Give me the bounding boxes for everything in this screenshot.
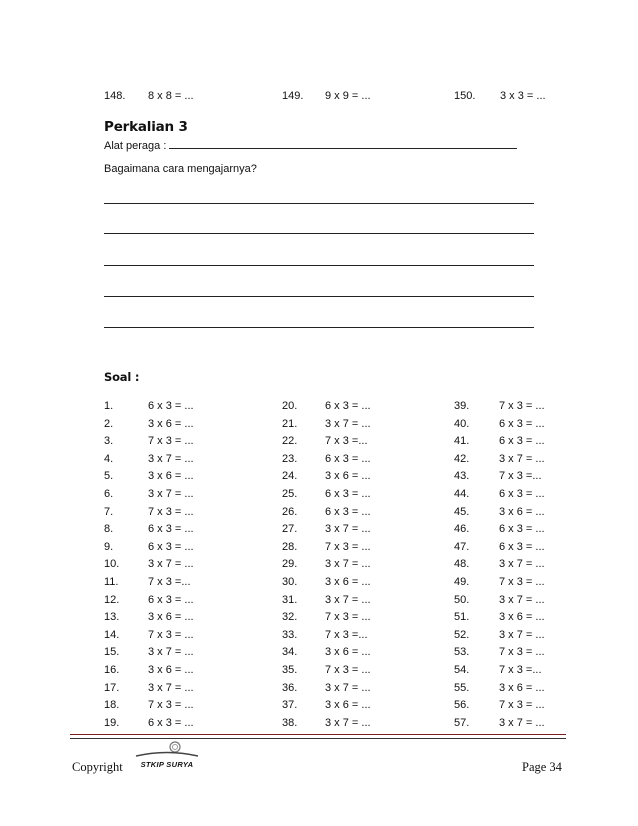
problem-expression: 6 x 3 = ...	[325, 505, 371, 518]
footer-rule	[70, 738, 566, 739]
problem-number: 13.	[104, 611, 120, 624]
answer-line	[104, 296, 534, 297]
problem-expression: 7 x 3 = ...	[499, 400, 545, 412]
problem-expression: 6 x 3 = ...	[499, 488, 545, 500]
problem-number: 18.	[104, 699, 120, 712]
problem-number: 10.	[104, 558, 120, 571]
problem-expression: 6 x 3 = ...	[148, 593, 194, 606]
problem-number: 31.	[282, 593, 298, 606]
problem-expression: 3 x 7 = ...	[325, 716, 371, 729]
problem-number: 55.	[454, 681, 470, 694]
problem-expression: 6 x 3 = ...	[148, 540, 194, 553]
problem-number: 22.	[282, 435, 298, 448]
problem-number: 52.	[454, 628, 470, 641]
problem-expression: 3 x 7 = ...	[148, 558, 194, 571]
problem-expression: 7 x 3 = ...	[325, 611, 371, 624]
problem-expression: 6 x 3 = ...	[499, 435, 545, 448]
problem-expression: 7 x 3 = ...	[148, 505, 194, 518]
problem-expression: 7 x 3 = ...	[325, 540, 371, 553]
problem-number: 29.	[282, 558, 298, 571]
problem-number: 9.	[104, 540, 114, 553]
problem-number: 39.	[454, 400, 470, 412]
problem-expression: 3 x 7 = ...	[148, 646, 194, 659]
problem-number: 16.	[104, 664, 120, 676]
problem-number: 2.	[104, 417, 114, 430]
problem-expression: 3 x 6 = ...	[499, 611, 545, 624]
problem-number: 148.	[104, 90, 126, 102]
problem-expression: 3 x 6 = ...	[148, 611, 194, 624]
problem-expression: 3 x 6 = ...	[499, 505, 545, 518]
problem-number: 41.	[454, 435, 470, 448]
problem-expression: 3 x 6 = ...	[325, 576, 371, 588]
problem-number: 36.	[282, 681, 298, 694]
problem-number: 33.	[282, 628, 298, 641]
answer-line	[104, 203, 534, 204]
problem-expression: 3 x 7 = ...	[325, 417, 371, 430]
problem-expression: 3 x 6 = ...	[499, 681, 545, 694]
problem-number: 1.	[104, 400, 114, 412]
problem-expression: 7 x 3 =...	[325, 628, 368, 641]
problem-expression: 6 x 3 = ...	[325, 400, 371, 412]
problem-expression: 3 x 7 = ...	[148, 488, 194, 500]
problem-number: 4.	[104, 452, 114, 465]
stkip-surya-logo	[132, 740, 202, 770]
problem-number: 150.	[454, 90, 476, 102]
alat-peraga-blank	[169, 138, 517, 149]
problem-number: 32.	[282, 611, 298, 624]
problem-number: 57.	[454, 716, 470, 729]
problem-number: 56.	[454, 699, 470, 712]
problem-number: 7.	[104, 505, 114, 518]
problem-expression: 3 x 6 = ...	[325, 699, 371, 712]
problem-number: 3.	[104, 435, 114, 448]
problem-expression: 6 x 3 = ...	[148, 400, 194, 412]
problem-expression: 3 x 7 = ...	[148, 681, 194, 694]
problem-number: 53.	[454, 646, 470, 659]
problem-expression: 6 x 3 = ...	[148, 716, 194, 729]
problem-number: 14.	[104, 628, 120, 641]
problem-number: 37.	[282, 699, 298, 712]
problem-expression: 3 x 6 = ...	[325, 470, 371, 483]
problem-expression: 3 x 7 = ...	[325, 558, 371, 571]
problem-expression: 3 x 6 = ...	[325, 646, 371, 659]
problem-number: 44.	[454, 488, 470, 500]
problem-number: 42.	[454, 452, 470, 465]
problem-expression: 9 x 9 = ...	[325, 90, 371, 102]
copyright-text: Copyright	[72, 760, 123, 774]
problem-expression: 3 x 6 = ...	[148, 664, 194, 676]
problem-expression: 6 x 3 = ...	[325, 452, 371, 465]
problem-number: 25.	[282, 488, 298, 500]
problem-number: 48.	[454, 558, 470, 571]
problem-number: 47.	[454, 540, 470, 553]
problem-expression: 7 x 3 = ...	[499, 699, 545, 712]
problem-number: 50.	[454, 593, 470, 606]
problem-expression: 7 x 3 = ...	[499, 576, 545, 588]
problem-expression: 3 x 7 = ...	[499, 558, 545, 571]
problem-number: 27.	[282, 523, 298, 536]
problem-number: 46.	[454, 523, 470, 536]
problem-expression: 3 x 7 = ...	[499, 628, 545, 641]
problem-number: 17.	[104, 681, 120, 694]
problem-number: 15.	[104, 646, 120, 659]
problem-number: 20.	[282, 400, 298, 412]
problem-expression: 7 x 3 =...	[499, 470, 542, 483]
problem-number: 30.	[282, 576, 298, 588]
problem-expression: 3 x 7 = ...	[148, 452, 194, 465]
page-number: Page 34	[522, 760, 562, 774]
problem-expression: 6 x 3 = ...	[499, 540, 545, 553]
problem-number: 12.	[104, 593, 120, 606]
soal-label: Soal :	[104, 370, 140, 384]
problem-number: 43.	[454, 470, 470, 483]
problem-expression: 6 x 3 = ...	[148, 523, 194, 536]
problem-number: 35.	[282, 664, 298, 676]
problem-number: 40.	[454, 417, 470, 430]
answer-line	[104, 327, 534, 328]
problem-number: 38.	[282, 716, 298, 729]
problem-expression: 7 x 3 =...	[499, 664, 542, 676]
problem-number: 23.	[282, 452, 298, 465]
problem-number: 26.	[282, 505, 298, 518]
problem-number: 28.	[282, 540, 298, 553]
problem-expression: 7 x 3 = ...	[148, 628, 194, 641]
problem-expression: 8 x 8 = ...	[148, 90, 194, 102]
problem-number: 8.	[104, 523, 114, 536]
problem-expression: 3 x 7 = ...	[325, 523, 371, 536]
problem-number: 45.	[454, 505, 470, 518]
logo-text: STKIP SURYA	[140, 760, 194, 769]
problem-expression: 6 x 3 = ...	[499, 417, 545, 430]
problem-number: 11.	[104, 576, 119, 588]
problem-expression: 7 x 3 = ...	[325, 664, 371, 676]
problem-expression: 6 x 3 = ...	[499, 523, 545, 536]
answer-line	[104, 233, 534, 234]
problem-number: 19.	[104, 716, 120, 729]
teaching-question: Bagaimana cara mengajarnya?	[104, 163, 257, 175]
problem-expression: 7 x 3 = ...	[148, 435, 194, 448]
problem-expression: 7 x 3 =...	[148, 576, 191, 588]
problem-number: 6.	[104, 488, 114, 500]
problem-expression: 3 x 7 = ...	[499, 593, 545, 606]
problem-expression: 3 x 7 = ...	[325, 593, 371, 606]
alat-peraga-line	[104, 138, 517, 152]
problem-number: 24.	[282, 470, 298, 483]
problem-number: 149.	[282, 90, 304, 102]
problem-expression: 3 x 3 = ...	[500, 90, 546, 102]
problem-number: 5.	[104, 470, 114, 483]
section-title: Perkalian 3	[104, 119, 188, 135]
answer-line	[104, 265, 534, 266]
problem-number: 49.	[454, 576, 470, 588]
problem-expression: 7 x 3 =...	[325, 435, 368, 448]
problem-expression: 3 x 6 = ...	[148, 417, 194, 430]
problem-expression: 6 x 3 = ...	[325, 488, 371, 500]
problem-expression: 3 x 7 = ...	[499, 452, 545, 465]
alat-peraga-label: Alat peraga :	[104, 140, 167, 152]
problem-number: 51.	[454, 611, 470, 624]
problem-expression: 7 x 3 = ...	[148, 699, 194, 712]
logo-emblem-icon	[132, 740, 202, 762]
problem-expression: 3 x 6 = ...	[148, 470, 194, 483]
problem-expression: 3 x 7 = ...	[325, 681, 371, 694]
footer-rule-accent	[70, 734, 566, 735]
problem-number: 21.	[282, 417, 298, 430]
problem-expression: 7 x 3 = ...	[499, 646, 545, 659]
problem-number: 34.	[282, 646, 298, 659]
problem-expression: 3 x 7 = ...	[499, 716, 545, 729]
problem-number: 54.	[454, 664, 470, 676]
